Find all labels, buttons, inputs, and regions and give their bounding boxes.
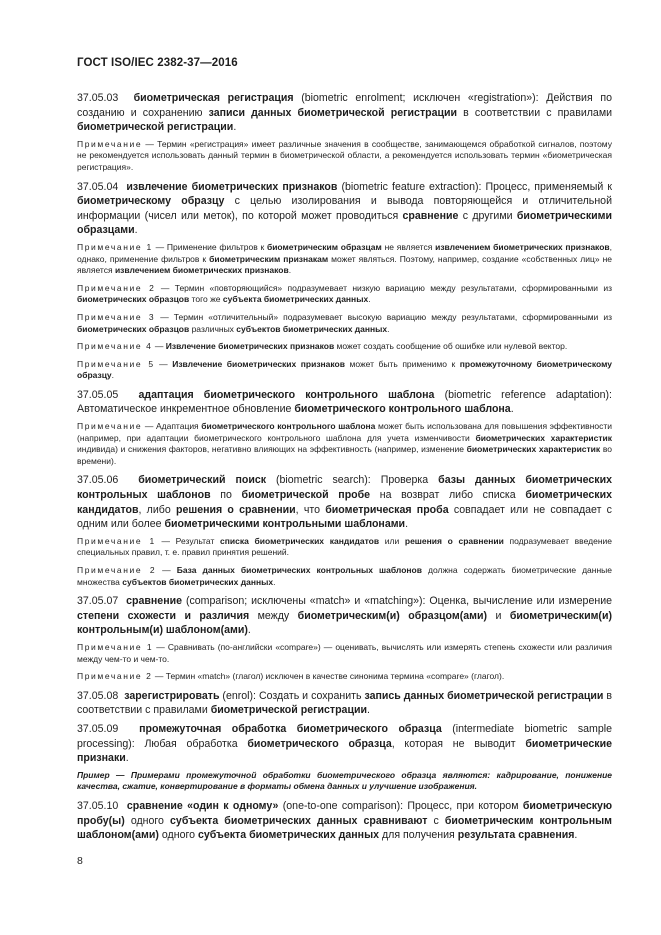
- note: [77, 341, 612, 353]
- term-number: 37.05.08: [77, 689, 119, 702]
- note-text: различных: [189, 323, 237, 334]
- note-label: Примечание 1: [77, 535, 156, 546]
- term-text: и: [487, 609, 510, 622]
- note-text: —: [154, 358, 173, 369]
- term-number: 37.05.05: [77, 388, 119, 401]
- term-text: по: [210, 489, 242, 502]
- term-text: .: [574, 829, 578, 842]
- term-37-05-03: [77, 91, 612, 135]
- term-ref: биометрической регистрации: [77, 121, 234, 134]
- note-text: может создать сообщение об ошибке или нулевой вектор.: [334, 341, 568, 352]
- term-ref: биометрическая проба: [325, 503, 449, 516]
- term-title: промежуточная обработка биометрического образца: [139, 722, 442, 735]
- term-ref: биометрического образца: [247, 737, 392, 750]
- note-label: Примечание 1: [77, 241, 153, 252]
- note-label: Примечание 5: [77, 358, 155, 369]
- term-ref: сравнение: [402, 209, 459, 222]
- note: [77, 312, 612, 335]
- note-text: — Адаптация: [142, 421, 202, 432]
- term-text: .: [247, 624, 251, 637]
- note: [77, 565, 612, 588]
- note: [77, 242, 612, 277]
- note-text: должна содержать биометрические данные множества: [77, 565, 612, 587]
- term-ref: биометрической пробе: [241, 489, 371, 502]
- term-ref: биометрическую пробу(ы): [77, 799, 612, 827]
- term-number: 37.05.07: [77, 595, 119, 608]
- note-ref: списка биометрических кандидатов: [220, 535, 380, 546]
- page-number: 8: [77, 855, 83, 867]
- term-text: .: [134, 224, 138, 237]
- note-ref: извлечением биометрических признаков: [435, 241, 610, 252]
- note-text: .: [288, 265, 292, 276]
- term-text: .: [125, 752, 129, 765]
- term-ref: решения о сравнении: [176, 503, 296, 516]
- term-ref: результата сравнения: [457, 829, 575, 842]
- note-text: .: [273, 576, 276, 587]
- term-text: .: [367, 704, 370, 717]
- note-text: —: [152, 341, 166, 352]
- note-ref: извлечением биометрических признаков: [114, 265, 289, 276]
- term-ref: субъекта биометрических данных: [197, 829, 380, 842]
- note-ref: решения о сравнении: [404, 535, 504, 546]
- note-text: индивида) и снижения факторов, негативно влияющих на эффективность (например, изменение: [77, 444, 467, 455]
- term-text: с другими: [458, 209, 517, 222]
- note-text: во времени).: [77, 444, 612, 466]
- term-text: в соответствии с правилами: [77, 689, 613, 717]
- term-ref: биометрической регистрации: [210, 704, 367, 717]
- term-title: адаптация биометрического контрольного шаблона: [138, 388, 435, 401]
- term-number: 37.05.06: [77, 474, 119, 487]
- term-text: .: [233, 121, 237, 134]
- note-ref: субъектов биометрических данных: [122, 576, 274, 587]
- term-ref: биометрическим контрольным шаблоном(ами): [77, 814, 612, 842]
- term-text: (biometric reference adaptation): Автоматическое инкрементное обновление: [77, 388, 613, 416]
- note: [77, 139, 612, 174]
- note-text: или: [379, 535, 405, 546]
- note-ref: промежуточному биометрическому образцу: [77, 358, 612, 381]
- document-header: ГОСТ ISO/IEC 2382-37—2016: [77, 57, 238, 69]
- term-ref: биометрических кандидатов: [77, 489, 613, 516]
- term-title: зарегистрировать: [124, 689, 220, 702]
- term-ref: субъекта биометрических данных: [170, 814, 358, 827]
- term-text: (biometric search): Проверка: [266, 474, 439, 487]
- document-body: [77, 91, 612, 847]
- note-text: — Сравнивать (по-английски «compare») — оценивать, вычислять или измерять степень схожести или различия между чем-то и чем-то.: [77, 641, 612, 664]
- term-text: с: [427, 814, 445, 827]
- term-ref: степени схожести и различия: [77, 609, 250, 622]
- term-37-05-05: [77, 388, 612, 417]
- note: [77, 642, 612, 665]
- term-number: 37.05.10: [77, 799, 119, 812]
- term-ref: биометрического контрольного шаблона: [294, 403, 511, 416]
- note-ref: биометрическим образцам: [266, 241, 382, 252]
- note-ref: биометрических характеристик: [466, 444, 601, 455]
- term-title: биометрический поиск: [138, 474, 267, 487]
- note-ref: биометрическим признакам: [209, 253, 329, 264]
- note-text: того же: [189, 294, 223, 305]
- term-text: в соответствии с правилами: [457, 106, 613, 119]
- term-ref: сравнивают: [363, 814, 428, 827]
- term-text: (intermediate biometric sample processing): Любая обработка: [77, 722, 613, 750]
- term-text: совпадает или не совпадает с одним или более: [77, 503, 612, 531]
- note-label: Примечание 2: [77, 565, 157, 575]
- term-ref: биометрическим(и) образцом(ами): [297, 609, 488, 622]
- note-label: Примечание: [77, 138, 143, 149]
- note: [77, 283, 612, 306]
- term-37-05-09: [77, 722, 612, 766]
- note-text: — Термин «отличительный» подразумевает высокую вариацию между результатами, сформированными из: [155, 311, 612, 322]
- example: Пример — Примерами промежуточной обработки биометрического образца являются: кадрирование, понижение качества, сжатие, конвертирование в форматы обмена данных и улучшение изображения.: [77, 769, 612, 792]
- term-ref: биометрическими образцами: [77, 209, 612, 237]
- term-text: , которая не выводит: [391, 737, 526, 750]
- term-37-05-08: [77, 689, 612, 718]
- term-text: .: [405, 518, 409, 531]
- term-ref: биометрическим(и) контрольным(и) шаблоном(ами): [77, 609, 613, 637]
- note-label: Примечание 2: [77, 671, 153, 682]
- note-text: —: [156, 565, 177, 575]
- term-text: с целью изолирования и вывода повторяющейся и отличительной информации (чисел или меток), по которой может проводиться: [77, 195, 612, 222]
- term-text: (one-to-one comparison): Процесс, при котором: [278, 799, 523, 812]
- term-ref: запись данных биометрической регистрации: [364, 689, 604, 702]
- note-text: , однако, применение фильтров к: [77, 241, 612, 264]
- note-label: Примечание 3: [77, 311, 156, 322]
- term-text: одного: [158, 829, 198, 842]
- note-text: — Термин «повторяющийся» подразумевает низкую вариацию между результатами, сформированными из: [155, 282, 612, 293]
- note-text: может быть использована для повышения эффективности (например, при адаптации биометрического контрольного шаблона для учета изменчивости: [77, 421, 613, 443]
- note-ref: биометрических образцов: [77, 323, 190, 334]
- term-text: одного: [124, 814, 171, 827]
- note-label: Примечание: [77, 421, 143, 432]
- term-title: сравнение: [126, 595, 183, 608]
- term-37-05-07: [77, 594, 612, 638]
- term-title: извлечение биометрических признаков: [126, 180, 338, 193]
- note-text: подразумевает введение специальных правил, т. е. правил принятия решений.: [77, 535, 612, 558]
- note-text: может быть применимо к: [344, 358, 460, 369]
- note-ref: биометрических образцов: [77, 294, 190, 305]
- note-text: .: [387, 323, 390, 334]
- note-label: Примечание 4: [77, 341, 153, 352]
- term-text: на возврат либо списка: [370, 489, 526, 502]
- note-ref: биометрического контрольного шаблона: [201, 421, 376, 432]
- note-text: — Термин «регистрация» имеет различные значения в сообществе, занимающемся обработкой сигналов, поэтому не рекомендуется использовать данный термин в биометрической области, а рекомендуется использовать термин «биометрическая регистрация».: [77, 138, 612, 172]
- term-number: 37.05.04: [77, 180, 119, 193]
- term-ref: биометрическими контрольными шаблонами: [164, 518, 406, 531]
- term-text: , либо: [138, 503, 176, 516]
- term-text: (comparison; исключены «match» и «matching»): Оценка, вычисление или измерение: [182, 595, 613, 608]
- term-text: между: [249, 609, 298, 622]
- term-37-05-10: [77, 799, 612, 843]
- term-ref: биометрическому образцу: [77, 195, 225, 208]
- note-ref: Извлечение биометрических признаков: [165, 341, 335, 352]
- term-title: биометрическая регистрация: [133, 92, 294, 104]
- note-label: Примечание 1: [77, 641, 154, 652]
- term-text: (biometric feature extraction): Процесс, применяемый к: [337, 180, 613, 193]
- note-ref: биометрических характеристик: [475, 432, 612, 443]
- note-text: не является: [381, 241, 436, 252]
- note-ref: База данных биометрических контрольных шаблонов: [176, 565, 422, 575]
- term-number: 37.05.03: [77, 92, 119, 104]
- term-title: сравнение «один к одному»: [126, 799, 279, 812]
- term-text: для получения: [379, 829, 458, 842]
- note-text: — Применение фильтров к: [152, 241, 267, 252]
- term-text: , что: [295, 503, 326, 516]
- note: [77, 421, 612, 467]
- note: [77, 671, 612, 683]
- term-37-05-04: [77, 180, 612, 238]
- note: [77, 536, 612, 559]
- note: [77, 359, 612, 382]
- note-text: .: [368, 294, 371, 305]
- term-ref: биометрические признаки: [77, 737, 612, 765]
- term-37-05-06: [77, 473, 612, 531]
- term-text: (biometric enrolment; исключен «registration»): Действия по созданию и сохранению: [77, 92, 612, 119]
- note-ref: субъекта биометрических данных: [222, 294, 369, 305]
- note-text: — Термин «match» (глагол) исключен в качестве синонима термина «compare» (глагол).: [152, 671, 505, 682]
- note-ref: субъектов биометрических данных: [236, 323, 388, 334]
- term-text: .: [510, 403, 514, 416]
- note-label: Примечание 2: [77, 282, 156, 293]
- term-number: 37.05.09: [77, 722, 119, 735]
- term-ref: записи данных биометрической регистрации: [208, 106, 458, 119]
- note-text: — Результат: [155, 535, 221, 546]
- term-ref: базы данных биометрических контрольных шаблонов: [77, 474, 613, 502]
- note-ref: Извлечение биометрических признаков: [172, 358, 345, 369]
- note-text: может являться. Поэтому, например, создание «собственных лиц» не является: [77, 253, 612, 276]
- note-text: .: [111, 370, 115, 381]
- term-text: (enrol): Создать и сохранить: [219, 689, 365, 702]
